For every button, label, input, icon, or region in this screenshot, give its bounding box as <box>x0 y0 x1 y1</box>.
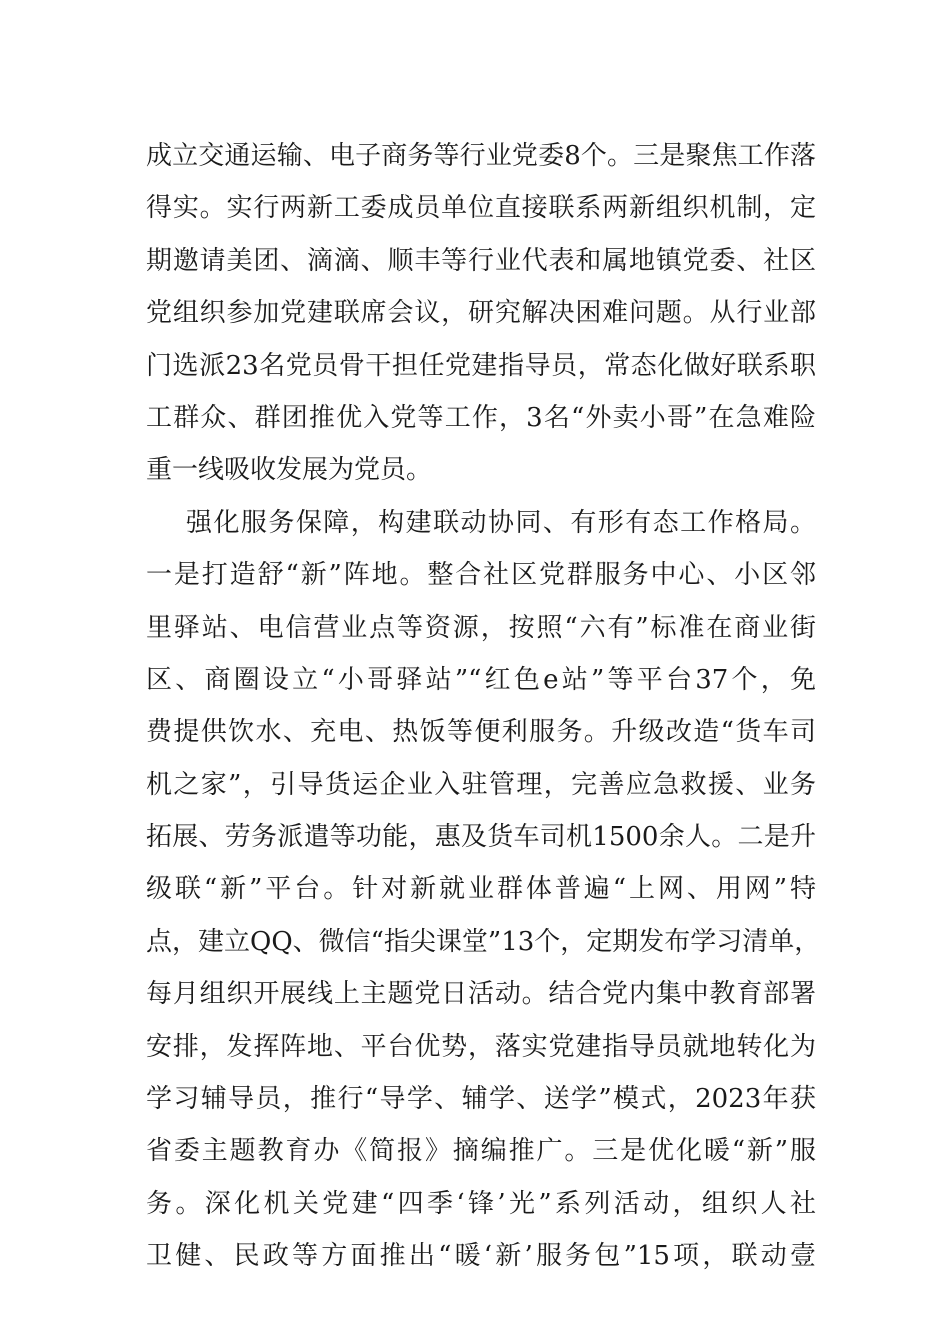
text-line: 一是打造舒“新”阵地。整合社区党群服务中心、小区邻 <box>146 560 816 591</box>
text-line: 区、商圈设立“小哥驿站”“红色e站”等平台37个，免 <box>146 664 816 695</box>
text-line: 省委主题教育办《简报》摘编推广。三是优化暖“新”服 <box>146 1136 816 1167</box>
text-line: 每月组织开展线上主题党日活动。结合党内集中教育部署 <box>146 979 816 1010</box>
text-line: 门选派23名党员骨干担任党建指导员，常态化做好联系职 <box>146 350 816 381</box>
text-line: 拓展、劳务派遣等功能，惠及货车司机1500余人。二是升 <box>146 822 816 853</box>
text-line: 成立交通运输、电子商务等行业党委8个。三是聚焦工作落 <box>146 141 816 171</box>
text-line: 级联“新”平台。针对新就业群体普遍“上网、用网”特 <box>146 874 816 905</box>
text-line: 费提供饮水、充电、热饭等便利服务。升级改造“货车司 <box>146 717 816 748</box>
text-line: 得实。实行两新工委成员单位直接联系两新组织机制，定 <box>146 193 816 224</box>
text-line: 里驿站、电信营业点等资源，按照“六有”标准在商业街 <box>146 612 816 643</box>
text-line: 重一线吸收发展为党员。 <box>146 455 433 486</box>
text-line: 卫健、民政等方面推出“暖‘新’服务包”15项，联动壹 <box>146 1241 816 1272</box>
text-line: 强化服务保障，构建联动协同、有形有态工作格局。 <box>186 507 816 538</box>
text-line: 点，建立QQ、微信“指尖课堂”13个，定期发布学习清单， <box>146 926 821 957</box>
body-text <box>146 130 821 1283</box>
text-line: 学习辅导员，推行“导学、辅学、送学”模式，2023年获 <box>146 1084 816 1115</box>
paragraph-2 <box>146 497 821 1283</box>
text-line: 工群众、群团推优入党等工作，3名“外卖小哥”在急难险 <box>146 402 816 433</box>
paragraph-1 <box>146 130 816 497</box>
text-line: 安排，发挥阵地、平台优势，落实党建指导员就地转化为 <box>146 1031 816 1062</box>
text-line: 党组织参加党建联席会议，研究解决困难问题。从行业部 <box>146 298 816 329</box>
text-line: 期邀请美团、滴滴、顺丰等行业代表和属地镇党委、社区 <box>146 245 816 276</box>
text-line: 机之家”，引导货运企业入驻管理，完善应急救援、业务 <box>146 769 816 800</box>
text-line: 务。深化机关党建“四季‘锋’光”系列活动，组织人社 <box>146 1188 816 1219</box>
